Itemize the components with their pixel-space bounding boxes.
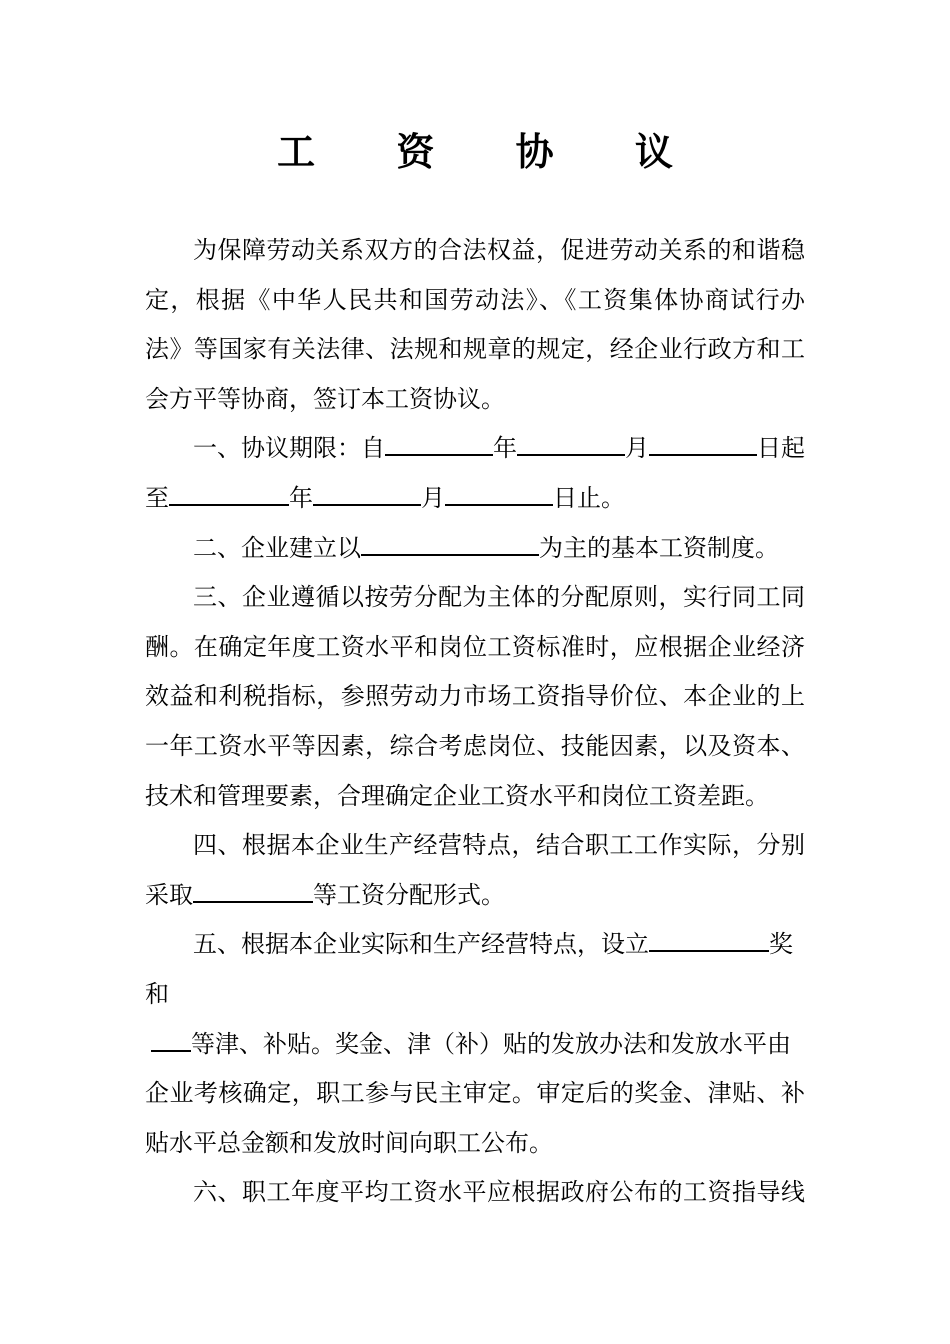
- year2-label: 年: [289, 483, 313, 512]
- clause-1-line-1: [145, 424, 805, 474]
- clause-3-line: 三、企业遵循以按劳分配为主体的分配原则，实行同工同: [193, 583, 805, 612]
- clause-3-line: 效益和利税指标，参照劳动力市场工资指导价位、本企业的上: [145, 682, 805, 711]
- start-day-blank[interactable]: [649, 426, 757, 456]
- month-label: 月: [625, 434, 649, 463]
- clause-1-prefix: 一、协议期限：自: [193, 434, 385, 463]
- intro-line: 会方平等协商，签订本工资协议。: [145, 384, 505, 413]
- bonus-blank[interactable]: [649, 922, 769, 952]
- intro-line: 定，根据《中华人民共和国劳动法》、《工资集体协商试行办: [145, 285, 805, 314]
- year-label: 年: [493, 434, 517, 463]
- start-month-blank[interactable]: [517, 426, 625, 456]
- clause-4-suffix: 等工资分配形式。: [313, 880, 505, 909]
- allowance-blank[interactable]: [151, 1022, 191, 1052]
- clause-5-line-1: [145, 920, 805, 970]
- to-label: 至: [145, 483, 169, 512]
- document-body: [145, 226, 805, 1218]
- start-year-blank[interactable]: [385, 426, 493, 456]
- clause-5-suffix: 奖: [769, 930, 793, 959]
- day-to-label: 日止。: [553, 483, 625, 512]
- clause-1-line-2: [145, 474, 805, 524]
- clause-6-line-1: 六、职工年度平均工资水平应根据政府公布的工资指导线: [193, 1178, 805, 1207]
- clause-4-line-2: [145, 871, 805, 921]
- clause-3-line: 酬。在确定年度工资水平和岗位工资标准时，应根据企业经济: [145, 632, 805, 661]
- clause-2-suffix: 为主的基本工资制度。: [539, 533, 779, 562]
- clause-5-line-3: [145, 1020, 805, 1070]
- clause-4-line-1: 四、根据本企业生产经营特点，结合职工工作实际，分别: [193, 831, 805, 860]
- end-year-blank[interactable]: [169, 476, 289, 506]
- clause-3-line: 技术和管理要素，合理确定企业工资水平和岗位工资差距。: [145, 781, 769, 810]
- end-day-blank[interactable]: [445, 476, 553, 506]
- clause-4-prefix: 采取: [145, 880, 193, 909]
- intro-line: 法》等国家有关法律、法规和规章的规定，经企业行政方和工: [145, 335, 805, 364]
- wage-system-blank[interactable]: [361, 526, 539, 556]
- day-from-label: 日起: [757, 434, 805, 463]
- clause-5-line-4: 企业考核确定，职工参与民主审定。审定后的奖金、津贴、补: [145, 1079, 805, 1108]
- clause-5-line-3-text: 等津、补贴。奖金、津（补）贴的发放办法和发放水平由: [191, 1029, 791, 1058]
- clause-5-prefix: 五、根据本企业实际和生产经营特点，设立: [193, 930, 649, 959]
- intro-line: 为保障劳动关系双方的合法权益，促进劳动关系的和谐稳: [193, 236, 805, 264]
- clause-5-line-5: 贴水平总金额和发放时间向职工公布。: [145, 1128, 553, 1157]
- distribution-form-blank[interactable]: [193, 873, 313, 903]
- end-month-blank[interactable]: [313, 476, 421, 506]
- clause-2-prefix: 二、企业建立以: [193, 533, 361, 562]
- clause-5-line-2: 和: [145, 979, 169, 1008]
- clause-2-line: [145, 524, 805, 574]
- month2-label: 月: [421, 483, 445, 512]
- clause-3-line: 一年工资水平等因素，综合考虑岗位、技能因素，以及资本、: [145, 731, 805, 760]
- document-title: 工 资 协 议: [277, 129, 707, 174]
